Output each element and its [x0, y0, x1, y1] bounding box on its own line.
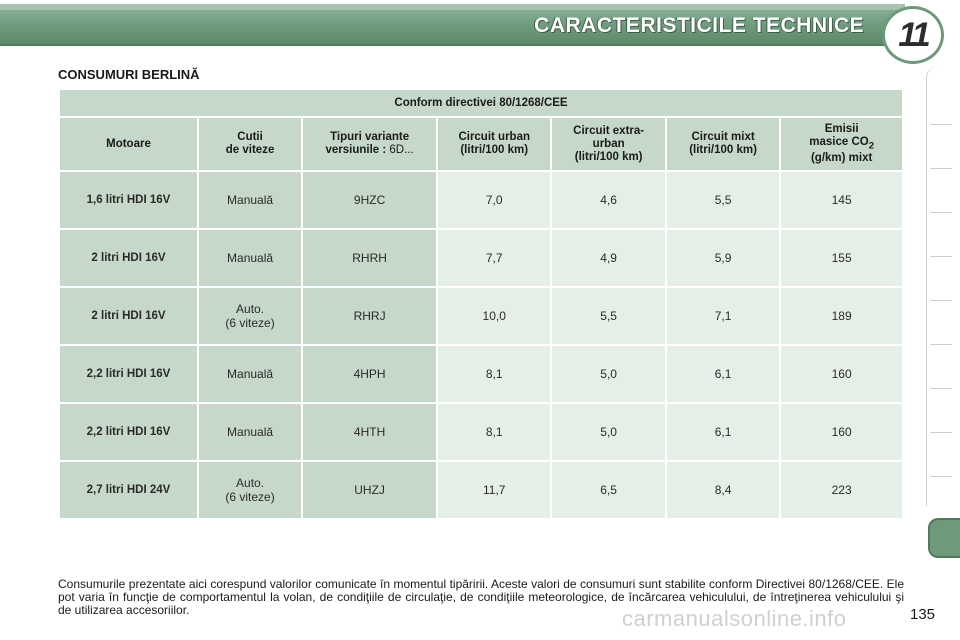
- chapter-badge: [882, 6, 944, 64]
- header-mixed: [667, 118, 779, 170]
- header-versions-line1: Tipuri variante: [330, 131, 410, 143]
- table-caption-row: [60, 90, 902, 116]
- cell-version-text: RHRH: [352, 251, 387, 265]
- header-mixed-line2: (litri/100 km): [689, 144, 757, 156]
- cell-urban: [438, 230, 550, 286]
- cell-gearbox-detail: (6 viteze): [225, 490, 275, 504]
- cell-motor-text: 2 litri HDI 16V: [91, 252, 166, 264]
- cell-extra-text: 5,0: [600, 425, 617, 439]
- cell-version: [303, 172, 436, 228]
- cell-gearbox: [199, 404, 301, 460]
- cell-urban-text: 10,0: [482, 309, 506, 323]
- cell-motor: [60, 462, 197, 518]
- cell-gearbox-text: Manuală: [227, 367, 274, 381]
- cell-urban-text: 11,7: [482, 483, 506, 497]
- page-number: 135: [910, 606, 936, 623]
- cell-motor: [60, 288, 197, 344]
- cell-mixed: [667, 462, 779, 518]
- side-tab-divider: [930, 388, 952, 389]
- cell-motor-text: 1,6 litri HDI 16V: [86, 194, 171, 206]
- cell-extra-text: 5,5: [600, 309, 617, 323]
- table-row: [60, 172, 902, 228]
- header-versions: [303, 118, 436, 170]
- side-tab-divider: [930, 212, 952, 213]
- cell-co2-text: 155: [831, 251, 852, 265]
- side-tab-divider: [930, 476, 952, 477]
- cell-co2: [781, 462, 902, 518]
- cell-mixed: [667, 172, 779, 228]
- cell-gearbox: [199, 346, 301, 402]
- cell-mixed-text: 8,4: [714, 483, 732, 497]
- consumption-table: [58, 88, 904, 520]
- cell-urban-text: 7,7: [485, 251, 503, 265]
- cell-extra-text: 5,0: [600, 367, 617, 381]
- table-header-row: [60, 118, 902, 170]
- cell-urban-text: 7,0: [485, 193, 503, 207]
- cell-version: [303, 346, 436, 402]
- cell-mixed-text: 5,9: [714, 251, 732, 265]
- cell-co2: [781, 172, 902, 228]
- header-gearbox-line1: Cutii: [237, 131, 263, 143]
- cell-motor-text: 2,2 litri HDI 16V: [86, 426, 171, 438]
- cell-motor-text: 2,7 litri HDI 24V: [86, 484, 171, 496]
- footnote-text: Consumurile prezentate aici corespund valorilor comunicate în momentul tipăririi. Aceste valori de consumuri sunt stabilite conform Directivei 80/1268/CEE. Ele pot varia în funcţie de comportamentul la volan, de condiţiile de circulaţie, de condiţiile meteorologice, de încărcarea vehiculului, de întreţinerea vehiculului şi de utilizarea accesoriilor.: [58, 577, 904, 617]
- side-tab-divider: [930, 432, 952, 433]
- cell-urban: [438, 172, 550, 228]
- cell-mixed-text: 5,5: [714, 193, 732, 207]
- cell-gearbox-text: Manuală: [227, 251, 274, 265]
- cell-gearbox-text: Auto.: [236, 302, 265, 316]
- header-co2-line2: masice CO: [809, 135, 869, 148]
- cell-co2-text: 223: [831, 483, 852, 497]
- cell-co2-text: 160: [831, 425, 852, 439]
- cell-version-text: UHZJ: [354, 483, 385, 497]
- side-tab-divider: [930, 344, 952, 345]
- cell-extra: [552, 288, 664, 344]
- page-title: CARACTERISTICILE TECHNICE: [534, 14, 864, 37]
- table-row: [60, 462, 902, 518]
- cell-co2: [781, 288, 902, 344]
- section-title: CONSUMURI BERLINĂ: [58, 67, 200, 82]
- cell-gearbox: [199, 288, 301, 344]
- table-row: [60, 288, 902, 344]
- table-row: [60, 230, 902, 286]
- cell-gearbox: [199, 172, 301, 228]
- cell-mixed-text: 6,1: [714, 367, 732, 381]
- cell-motor-text: 2,2 litri HDI 16V: [86, 368, 171, 380]
- cell-extra: [552, 346, 664, 402]
- header-mixed-line1: Circuit mixt: [691, 131, 755, 143]
- cell-version-text: RHRJ: [353, 309, 386, 323]
- table-row: [60, 346, 902, 402]
- cell-motor: [60, 346, 197, 402]
- cell-gearbox-detail: (6 viteze): [225, 316, 275, 330]
- cell-extra-text: 6,5: [600, 483, 617, 497]
- header-extra-urban: [552, 118, 664, 170]
- table-row: [60, 404, 902, 460]
- cell-version-text: 4HPH: [353, 367, 386, 381]
- cell-urban-text: 8,1: [485, 425, 503, 439]
- cell-urban-text: 8,1: [485, 367, 503, 381]
- cell-co2-text: 145: [831, 193, 852, 207]
- cell-co2-text: 160: [831, 367, 852, 381]
- header-co2-subscript: 2: [868, 140, 875, 152]
- cell-gearbox: [199, 230, 301, 286]
- cell-co2-text: 189: [831, 309, 852, 323]
- cell-extra: [552, 230, 664, 286]
- header-band: [0, 0, 960, 62]
- cell-mixed-text: 7,1: [714, 309, 732, 323]
- header-co2: [781, 118, 902, 170]
- watermark: carmanualsonline.info: [622, 606, 847, 631]
- cell-extra-text: 4,9: [600, 251, 617, 265]
- cell-gearbox-text: Auto.: [236, 476, 265, 490]
- header-extra-line2: urban: [592, 137, 625, 150]
- header-urban-line2: (litri/100 km): [460, 144, 529, 156]
- cell-gearbox: [199, 462, 301, 518]
- table-body: [60, 172, 902, 518]
- cell-extra-text: 4,6: [600, 193, 617, 207]
- cell-extra: [552, 172, 664, 228]
- cell-urban: [438, 288, 550, 344]
- header-gearbox-line2: de viteze: [225, 144, 275, 156]
- cell-mixed: [667, 288, 779, 344]
- cell-version: [303, 230, 436, 286]
- cell-extra: [552, 404, 664, 460]
- header-urban-line1: Circuit urban: [458, 131, 530, 143]
- table-caption: Conform directivei 80/1268/CEE: [60, 90, 902, 116]
- header-co2-line1: Emisii: [824, 122, 859, 135]
- side-thumb-tabs: [926, 66, 957, 506]
- header-versions-suffix: 6D...: [389, 144, 414, 156]
- cell-gearbox-text: Manuală: [227, 193, 274, 207]
- cell-co2: [781, 230, 902, 286]
- side-tab-divider: [930, 256, 952, 257]
- cell-co2: [781, 346, 902, 402]
- cell-motor: [60, 172, 197, 228]
- side-tab-divider: [930, 124, 952, 125]
- chapter-number: 11: [898, 15, 928, 54]
- cell-urban: [438, 462, 550, 518]
- cell-version-text: 9HZC: [353, 193, 386, 207]
- side-tab-divider: [930, 300, 952, 301]
- cell-mixed: [667, 346, 779, 402]
- cell-co2: [781, 404, 902, 460]
- cell-mixed: [667, 404, 779, 460]
- cell-mixed-text: 6,1: [714, 425, 732, 439]
- header-versions-line2: versiunile :: [325, 144, 387, 156]
- header-extra-line3: (litri/100 km): [574, 150, 643, 163]
- active-chapter-tab: [928, 518, 960, 558]
- cell-version-text: 4HTH: [353, 425, 386, 439]
- cell-urban: [438, 404, 550, 460]
- cell-gearbox-text: Manuală: [227, 425, 274, 439]
- header-motor: [60, 118, 197, 170]
- cell-motor-text: 2 litri HDI 16V: [91, 310, 166, 322]
- cell-version: [303, 404, 436, 460]
- header-extra-line1: Circuit extra-: [573, 124, 645, 137]
- cell-version: [303, 288, 436, 344]
- header-urban: [438, 118, 550, 170]
- cell-motor: [60, 404, 197, 460]
- cell-extra: [552, 462, 664, 518]
- header-gearbox: [199, 118, 301, 170]
- header-co2-line3: (g/km) mixt: [810, 152, 873, 165]
- cell-version: [303, 462, 436, 518]
- cell-mixed: [667, 230, 779, 286]
- cell-urban: [438, 346, 550, 402]
- side-tab-divider: [930, 168, 952, 169]
- cell-motor: [60, 230, 197, 286]
- header-motor-label: Motoare: [106, 137, 151, 150]
